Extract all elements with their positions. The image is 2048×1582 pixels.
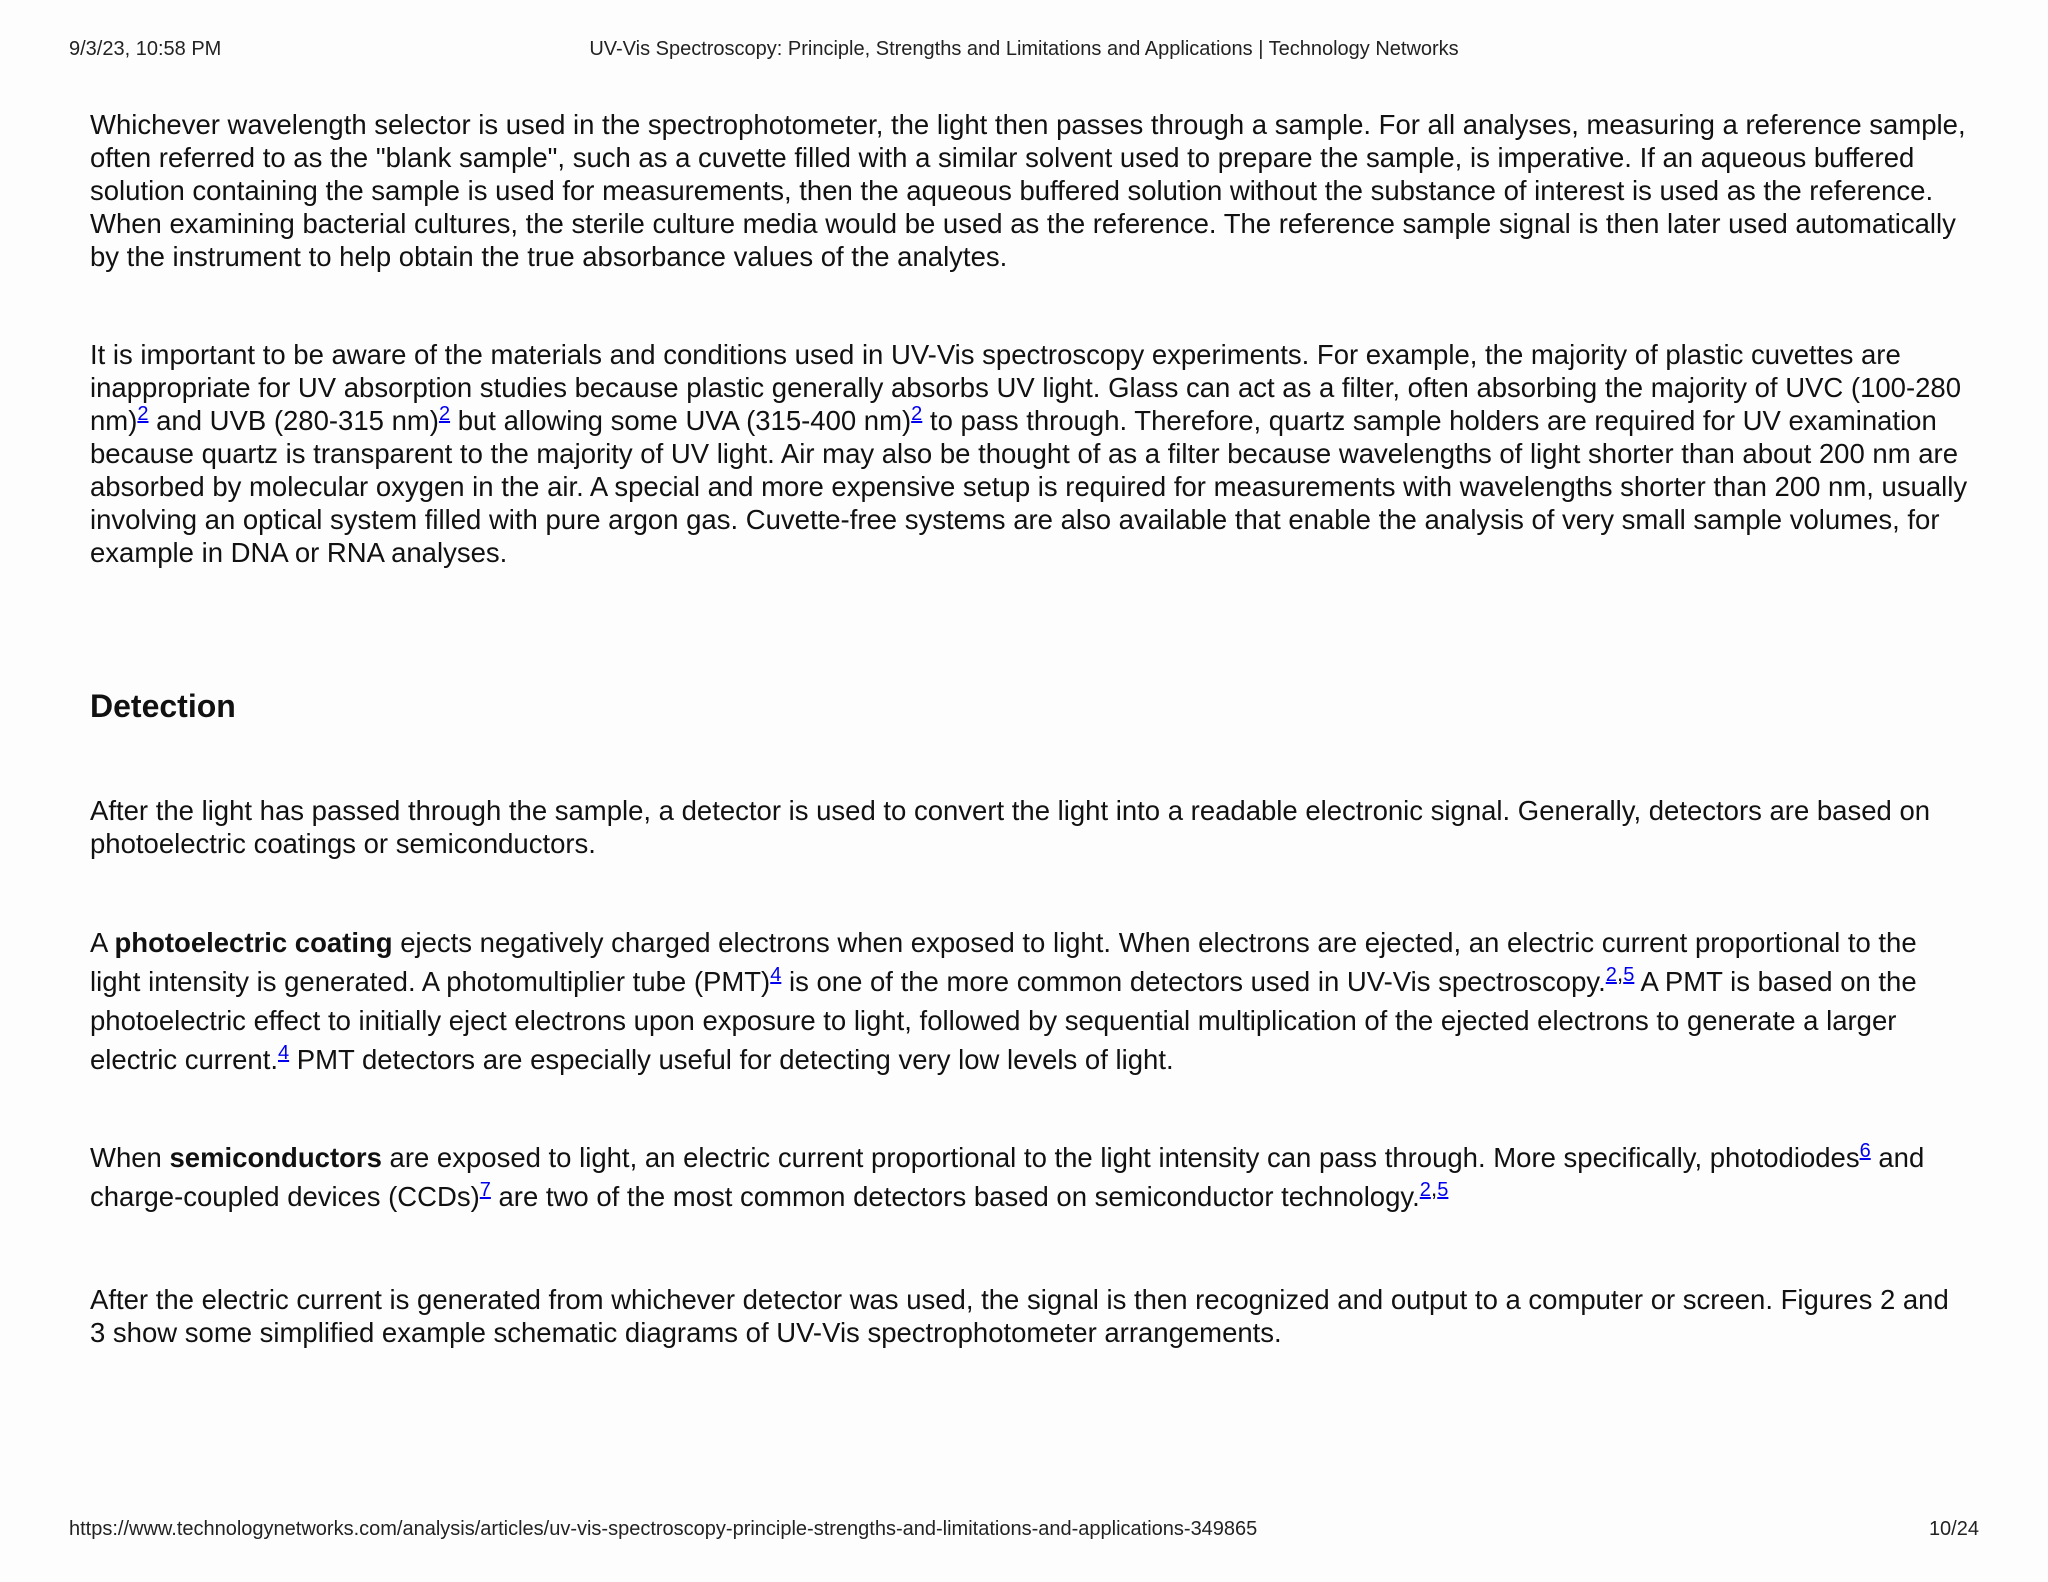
paragraph-semiconductors — [90, 1138, 1970, 1216]
citation-link[interactable]: 2 — [438, 402, 451, 425]
paragraph-output: After the electric current is generated from whichever detector was used, the signal is then recognized and output to a computer or screen. Figures 2 and 3 show some simplified example schematic diagrams of UV-Vis spectrophotometer arrangements. — [90, 1284, 1949, 1348]
citation-link[interactable]: 2 — [1605, 963, 1617, 986]
paragraph-text: and charge-coupled devices (CCDs) — [90, 1142, 1925, 1212]
paragraph-text: are two of the most common detectors based on semiconductor technology. — [490, 1181, 1420, 1212]
paragraph-reference-sample: Whichever wavelength selector is used in the spectrophotometer, the light then passes through a sample. For all analyses, measuring a reference sample, often referred to as the "blank sample", such as a cuvette filled with a similar solvent used to prepare the sample, is imperative. If an aqueous buffered solution containing the sample is used for measurements, then the aqueous buffered solution without the substance of interest is used as the reference. When examining bacterial cultures, the sterile culture media would be used as the reference. The reference sample signal is then later used automatically by the instrument to help obtain the true absorbance values of the analytes. — [90, 109, 1966, 272]
paragraph-photoelectric — [90, 923, 1970, 1079]
citation-link[interactable]: 6 — [1859, 1139, 1871, 1162]
citation-separator: , — [1430, 1174, 1438, 1201]
paragraph-text: ejects negatively charged electrons when exposed to light. When electrons are ejected, an electric current proportional to the light intensity is generated. A photomultiplier tube (PMT) — [90, 927, 1917, 997]
paragraph-text: A PMT is based on the photoelectric effect to initially eject electrons upon exposure to light, followed by sequential multiplication of the ejected electrons to generate a larger electric current. — [90, 966, 1917, 1075]
print-datetime: 9/3/23, 10:58 PM — [69, 38, 222, 60]
citation-link[interactable]: 5 — [1437, 1178, 1449, 1201]
paragraph-text: PMT detectors are especially useful for detecting very low levels of light. — [289, 1044, 1174, 1075]
paragraph-text: to pass through. Therefore, quartz sample holders are required for UV examination because quartz is transparent to the majority of UV light. Air may also be thought of as a filter because wavelengths of light shorter than about 200 nm are absorbed by molecular oxygen in the air. A special and more expensive setup is required for measurements with wavelengths shorter than 200 nm, usually involving an optical system filled with pure argon gas. Cuvette-free systems are also available that enable the analysis of very small sample volumes, for example in DNA or RNA analyses. — [90, 405, 1968, 568]
bold-term: semiconductors — [169, 1142, 382, 1173]
print-page-title: UV-Vis Spectroscopy: Principle, Strengths and Limitations and Applications | Technology Networks — [589, 38, 1459, 60]
citation-link[interactable]: 4 — [770, 963, 782, 986]
paragraph-text: and UVB (280-315 nm) — [148, 405, 439, 436]
paragraph-detector-intro: After the light has passed through the sample, a detector is used to convert the light into a readable electronic signal. Generally, detectors are based on photoelectric coatings or semiconductors. — [90, 795, 1931, 859]
citation-link[interactable]: 2 — [911, 402, 923, 425]
paragraph-text: are exposed to light, an electric current proportional to the light intensity can pass through. More specifically, photodiodes — [381, 1142, 1860, 1173]
citation-separator: , — [1616, 959, 1624, 986]
print-url: https://www.technologynetworks.com/analysis/articles/uv-vis-spectroscopy-principle-strengths-and-limitations-and-applications-349865 — [69, 1518, 1258, 1540]
bold-term: photoelectric coating — [114, 927, 393, 958]
print-page-number: 10/24 — [1928, 1518, 1979, 1540]
citation-link[interactable]: 5 — [1623, 963, 1635, 986]
paragraph-text: is one of the more common detectors used in UV-Vis spectroscopy. — [781, 966, 1606, 997]
paragraph-text: When — [90, 1142, 170, 1173]
section-heading-detection: Detection — [90, 688, 236, 724]
citation-link[interactable]: 2 — [137, 402, 149, 425]
print-footer — [69, 1518, 1979, 1546]
paragraph-text: A — [90, 927, 115, 958]
citation-link[interactable]: 4 — [277, 1041, 290, 1064]
citation-link[interactable]: 7 — [479, 1178, 491, 1201]
citation-link[interactable]: 2 — [1419, 1178, 1431, 1201]
paragraph-materials — [90, 338, 1970, 569]
paragraph-text: It is important to be aware of the materials and conditions used in UV-Vis spectroscopy experiments. For example, the majority of plastic cuvettes are inappropriate for UV absorption studies because plastic generally absorbs UV light. Glass can act as a filter, often absorbing the majority of UVC (100-280 nm) — [90, 339, 1961, 436]
paragraph-text: but allowing some UVA (315-400 nm) — [450, 405, 912, 436]
print-header — [69, 38, 1979, 66]
